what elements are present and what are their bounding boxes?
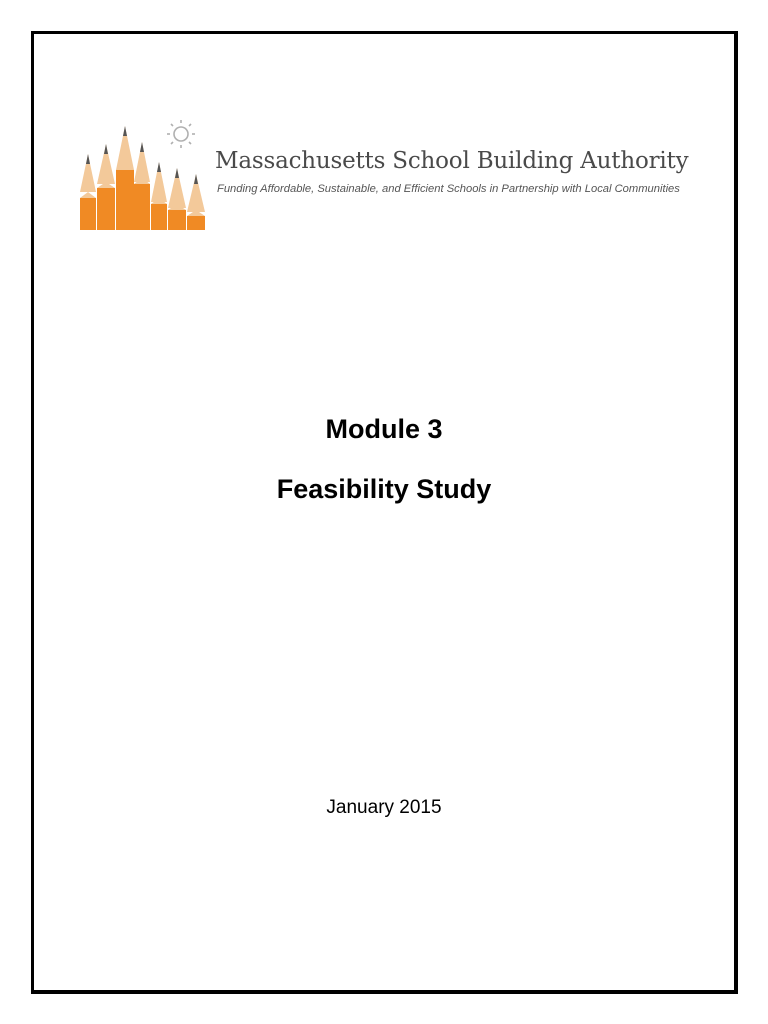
pencil-6 bbox=[168, 168, 186, 230]
pencil-5 bbox=[151, 162, 167, 230]
msba-logo bbox=[78, 112, 690, 234]
document-date: January 2015 bbox=[326, 797, 442, 818]
pencil-3 bbox=[116, 126, 134, 230]
sun-icon bbox=[167, 120, 195, 148]
pencil-4 bbox=[134, 142, 150, 230]
pencils-sun-logo-icon bbox=[78, 112, 210, 234]
pencil-2 bbox=[97, 144, 115, 230]
organization-tagline: Funding Affordable, Sustainable, and Efficient Schools in Partnership with Local Communities bbox=[217, 183, 680, 195]
pencil-1 bbox=[80, 154, 96, 230]
module-title: Module 3 bbox=[325, 414, 443, 444]
pencil-7 bbox=[187, 174, 205, 230]
organization-name: Massachusetts School Building Authority bbox=[215, 148, 689, 174]
document-title: Feasibility Study bbox=[276, 474, 492, 504]
